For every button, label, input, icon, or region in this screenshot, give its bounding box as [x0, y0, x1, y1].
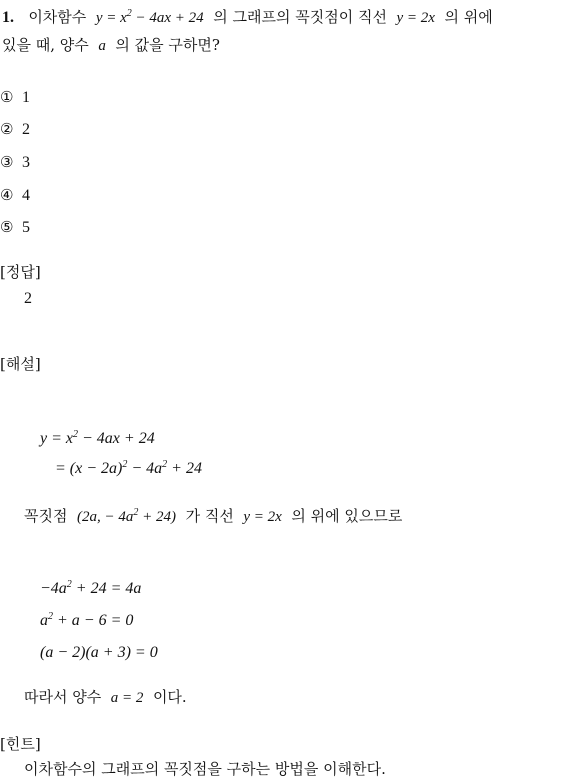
- vertex-point: (2a, − $4a^2 + 24$): [77, 507, 177, 525]
- solution-label: [해설]: [0, 355, 41, 373]
- hint-text: 이차함수의 그래프의 꼭짓점을 구하는 방법을 이해한다.: [24, 760, 386, 778]
- option-2[interactable]: [0, 120, 30, 139]
- option-value: 1: [22, 89, 30, 106]
- option-marker: ⑤: [0, 218, 14, 236]
- option-value: 2: [22, 121, 30, 138]
- solution-text-2: 따라서 양수 a = 2 이다.: [24, 688, 187, 706]
- question-number: 1.: [2, 9, 14, 26]
- question-text: 있을 때, 양수: [2, 36, 89, 54]
- question-text: 이차함수: [28, 8, 87, 26]
- option-marker: ②: [0, 120, 14, 138]
- option-marker: ③: [0, 153, 14, 171]
- option-4[interactable]: [0, 186, 30, 205]
- solution-equation-2: = $(x - 2a)^2 - 4a^2 + 24$: [55, 459, 202, 477]
- hint-label: [힌트]: [0, 735, 41, 753]
- option-marker: ④: [0, 186, 14, 204]
- question-text: 의 그래프의 꼭짓점이 직선: [213, 8, 387, 26]
- question-equation: $y = x^2 - 4ax + 24$: [95, 8, 204, 26]
- question-text: 의 값을 구하면?: [115, 36, 220, 54]
- option-5[interactable]: [0, 218, 30, 237]
- question-line-2: [2, 36, 220, 55]
- solution-equation-4: $a^2 + a - 6 = 0$: [40, 611, 134, 629]
- option-value: 4: [22, 187, 30, 204]
- solution-equation-1: $y = x^2 - 4ax + 24$: [40, 429, 155, 447]
- solution-equation-5: (a − 2)(a + 3) = 0: [40, 644, 158, 661]
- option-3[interactable]: [0, 153, 30, 172]
- option-value: 5: [22, 219, 30, 236]
- question-line-equation: y = 2x: [396, 10, 435, 26]
- question-variable: a: [98, 38, 106, 54]
- question-text: 의 위에: [444, 8, 493, 26]
- option-value: 3: [22, 154, 30, 171]
- solution-text-1: 꼭짓점 (2a, − $4a^2 + 24$) 가 직선 y = 2x 의 위에 있으므로: [24, 507, 403, 525]
- answer-label: [정답]: [0, 263, 41, 281]
- question-line-1: [2, 8, 493, 27]
- answer-value: 2: [24, 290, 32, 307]
- solution-equation-3: $-4a^2 + 24 = 4a$: [40, 579, 142, 597]
- option-1[interactable]: [0, 88, 30, 107]
- option-marker: ①: [0, 88, 14, 106]
